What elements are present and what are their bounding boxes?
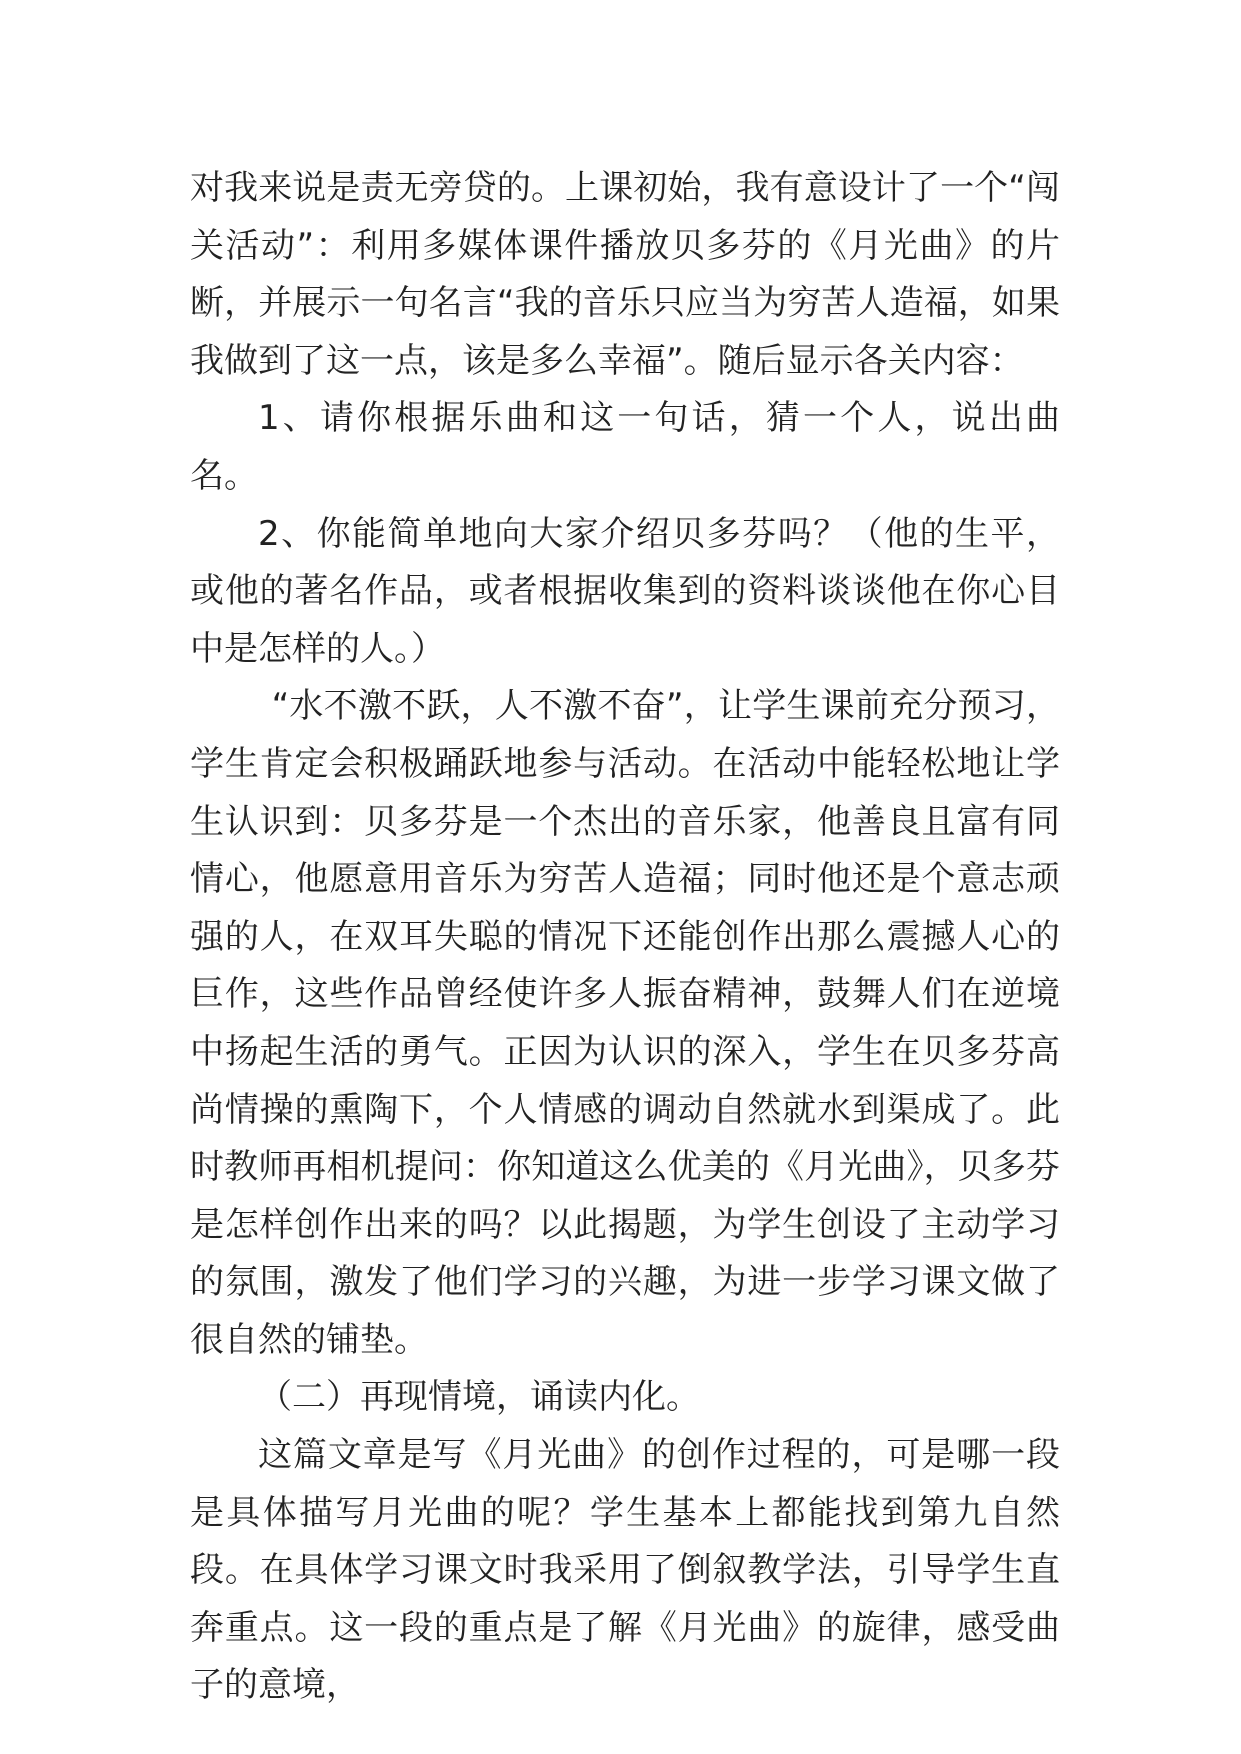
paragraph-intro: 对我来说是责无旁贷的。上课初始，我有意设计了一个“闯关活动”：利用多媒体课件播放贝多芬的《月光曲》的片断，并展示一句名言“我的音乐只应当为穷苦人造福，如果我做到了这一点，该是多么幸福”。随后显示各关内容： [190,168,1060,381]
section-heading: （二）再现情境，诵读内化。 [258,1377,700,1418]
paragraph-discussion: “水不激不跃，人不激不奋”，让学生课前充分预习，学生肯定会积极踊跃地参与活动。在活动中能轻松地让学生认识到：贝多芬是一个杰出的音乐家，他善良且富有同情心，他愿意用音乐为穷苦人造福；同时他还是个意志顽强的人，在双耳失聪的情况下还能创作出那么震撼人心的巨作，这些作品曾经使许多人振奋精神，鼓舞人们在逆境中扬起生活的勇气。正因为认识的深入，学生在贝多芬高尚情操的熏陶下，个人情感的调动自然就水到渠成了。此时教师再相机提问：你知道这么优美的《月光曲》，贝多芬是怎样创作出来的吗？以此揭题，为学生创设了主动学习的氛围，激发了他们学习的兴趣，为进一步学习课文做了很自然的铺垫。 [190,686,1060,1360]
paragraph-question-1: 1、请你根据乐曲和这一句话，猜一个人，说出曲名。 [190,398,1060,496]
paragraph-question-2: 2、你能简单地向大家介绍贝多芬吗？（他的生平，或他的著名作品，或者根据收集到的资料谈谈他在你心目中是怎样的人。） [190,513,1060,669]
paragraph-section-body: 这篇文章是写《月光曲》的创作过程的，可是哪一段是具体描写月光曲的呢？学生基本上都能找到第九自然段。在具体学习课文时我采用了倒叙教学法，引导学生直奔重点。这一段的重点是了解《月光曲》的旋律，感受曲子的意境， [190,1435,1060,1706]
body-text [190,160,1060,1715]
